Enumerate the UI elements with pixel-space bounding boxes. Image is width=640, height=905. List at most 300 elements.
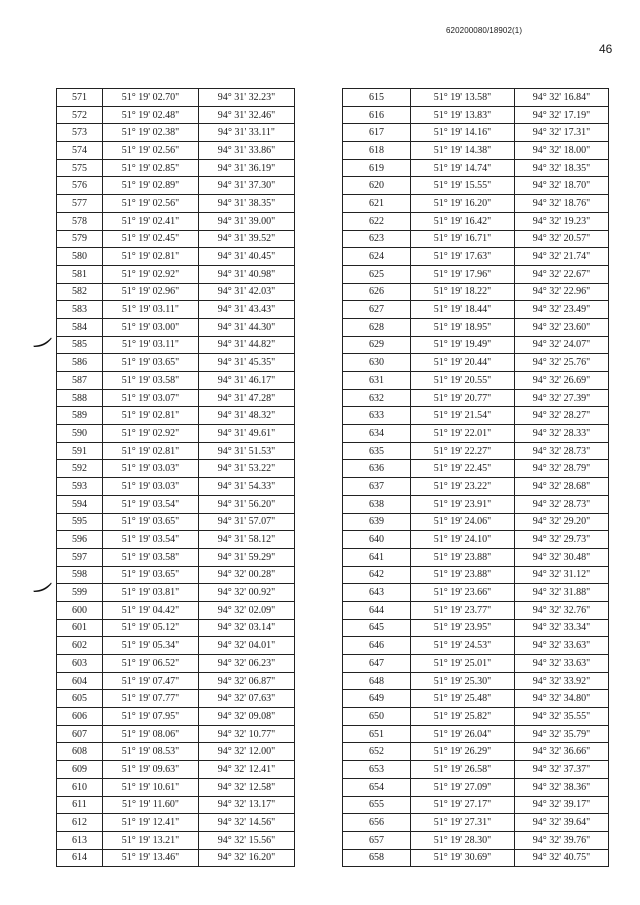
table-row bbox=[343, 318, 609, 336]
table-row bbox=[57, 743, 295, 761]
longitude-cell: 94° 32' 24.07" bbox=[515, 336, 609, 354]
table-row bbox=[57, 407, 295, 425]
longitude-cell: 94° 31' 36.19" bbox=[199, 159, 295, 177]
latitude-cell: 51° 19' 22.27" bbox=[411, 442, 515, 460]
latitude-cell: 51° 19' 03.00" bbox=[103, 318, 199, 336]
point-number-cell: 574 bbox=[57, 142, 103, 160]
page-number: 46 bbox=[599, 42, 613, 56]
latitude-cell: 51° 19' 25.82" bbox=[411, 708, 515, 726]
longitude-cell: 94° 32' 16.20" bbox=[199, 849, 295, 867]
longitude-cell: 94° 32' 15.56" bbox=[199, 831, 295, 849]
table-row bbox=[57, 142, 295, 160]
point-number-cell: 597 bbox=[57, 548, 103, 566]
point-number-cell: 649 bbox=[343, 690, 411, 708]
latitude-cell: 51° 19' 24.10" bbox=[411, 531, 515, 549]
point-number-cell: 593 bbox=[57, 478, 103, 496]
longitude-cell: 94° 31' 39.52" bbox=[199, 230, 295, 248]
point-number-cell: 594 bbox=[57, 495, 103, 513]
latitude-cell: 51° 19' 03.81" bbox=[103, 584, 199, 602]
table-row bbox=[343, 442, 609, 460]
latitude-cell: 51° 19' 20.55" bbox=[411, 372, 515, 390]
point-number-cell: 634 bbox=[343, 425, 411, 443]
table-row bbox=[343, 619, 609, 637]
table-row bbox=[57, 566, 295, 584]
point-number-cell: 592 bbox=[57, 460, 103, 478]
table-row bbox=[343, 372, 609, 390]
point-number-cell: 584 bbox=[57, 318, 103, 336]
longitude-cell: 94° 32' 00.92" bbox=[199, 584, 295, 602]
latitude-cell: 51° 19' 02.56" bbox=[103, 142, 199, 160]
latitude-cell: 51° 19' 07.77" bbox=[103, 690, 199, 708]
point-number-cell: 580 bbox=[57, 248, 103, 266]
longitude-cell: 94° 31' 43.43" bbox=[199, 301, 295, 319]
table-row bbox=[57, 195, 295, 213]
table-row bbox=[57, 796, 295, 814]
latitude-cell: 51° 19' 02.81" bbox=[103, 407, 199, 425]
table-row bbox=[343, 601, 609, 619]
point-number-cell: 625 bbox=[343, 265, 411, 283]
latitude-cell: 51° 19' 21.54" bbox=[411, 407, 515, 425]
longitude-cell: 94° 32' 28.27" bbox=[515, 407, 609, 425]
point-number-cell: 591 bbox=[57, 442, 103, 460]
point-number-cell: 654 bbox=[343, 778, 411, 796]
latitude-cell: 51° 19' 23.22" bbox=[411, 478, 515, 496]
point-number-cell: 577 bbox=[57, 195, 103, 213]
margin-mark: ‿ bbox=[25, 564, 53, 595]
latitude-cell: 51° 19' 04.42" bbox=[103, 601, 199, 619]
longitude-cell: 94° 32' 39.17" bbox=[515, 796, 609, 814]
table-row bbox=[343, 283, 609, 301]
latitude-cell: 51° 19' 24.53" bbox=[411, 637, 515, 655]
latitude-cell: 51° 19' 03.07" bbox=[103, 389, 199, 407]
table-row bbox=[343, 478, 609, 496]
point-number-cell: 620 bbox=[343, 177, 411, 195]
point-number-cell: 587 bbox=[57, 372, 103, 390]
point-number-cell: 609 bbox=[57, 761, 103, 779]
table-row bbox=[343, 584, 609, 602]
point-number-cell: 619 bbox=[343, 159, 411, 177]
table-row bbox=[343, 336, 609, 354]
longitude-cell: 94° 31' 57.07" bbox=[199, 513, 295, 531]
table-row bbox=[343, 566, 609, 584]
point-number-cell: 575 bbox=[57, 159, 103, 177]
point-number-cell: 615 bbox=[343, 89, 411, 107]
table-row bbox=[57, 212, 295, 230]
longitude-cell: 94° 31' 53.22" bbox=[199, 460, 295, 478]
point-number-cell: 601 bbox=[57, 619, 103, 637]
table-row bbox=[57, 389, 295, 407]
point-number-cell: 651 bbox=[343, 725, 411, 743]
table-row bbox=[57, 778, 295, 796]
longitude-cell: 94° 31' 38.35" bbox=[199, 195, 295, 213]
table-row bbox=[57, 177, 295, 195]
table-row bbox=[343, 89, 609, 107]
latitude-cell: 51° 19' 02.38" bbox=[103, 124, 199, 142]
longitude-cell: 94° 32' 02.09" bbox=[199, 601, 295, 619]
table-row bbox=[57, 655, 295, 673]
point-number-cell: 631 bbox=[343, 372, 411, 390]
longitude-cell: 94° 31' 32.46" bbox=[199, 106, 295, 124]
table-row bbox=[343, 743, 609, 761]
point-number-cell: 616 bbox=[343, 106, 411, 124]
longitude-cell: 94° 31' 39.00" bbox=[199, 212, 295, 230]
point-number-cell: 572 bbox=[57, 106, 103, 124]
latitude-cell: 51° 19' 17.63" bbox=[411, 248, 515, 266]
latitude-cell: 51° 19' 02.96" bbox=[103, 283, 199, 301]
point-number-cell: 624 bbox=[343, 248, 411, 266]
table-row bbox=[57, 89, 295, 107]
latitude-cell: 51° 19' 03.54" bbox=[103, 531, 199, 549]
table-row bbox=[343, 142, 609, 160]
longitude-cell: 94° 31' 32.23" bbox=[199, 89, 295, 107]
latitude-cell: 51° 19' 30.69" bbox=[411, 849, 515, 867]
point-number-cell: 656 bbox=[343, 814, 411, 832]
table-row bbox=[57, 601, 295, 619]
longitude-cell: 94° 31' 56.20" bbox=[199, 495, 295, 513]
longitude-cell: 94° 31' 58.12" bbox=[199, 531, 295, 549]
latitude-cell: 51° 19' 25.30" bbox=[411, 672, 515, 690]
point-number-cell: 636 bbox=[343, 460, 411, 478]
longitude-cell: 94° 31' 40.45" bbox=[199, 248, 295, 266]
table-row bbox=[57, 725, 295, 743]
longitude-cell: 94° 31' 49.61" bbox=[199, 425, 295, 443]
longitude-cell: 94° 32' 18.70" bbox=[515, 177, 609, 195]
table-row bbox=[57, 637, 295, 655]
table-row bbox=[57, 708, 295, 726]
table-row bbox=[343, 708, 609, 726]
latitude-cell: 51° 19' 22.01" bbox=[411, 425, 515, 443]
latitude-cell: 51° 19' 06.52" bbox=[103, 655, 199, 673]
latitude-cell: 51° 19' 23.91" bbox=[411, 495, 515, 513]
point-number-cell: 646 bbox=[343, 637, 411, 655]
latitude-cell: 51° 19' 19.49" bbox=[411, 336, 515, 354]
longitude-cell: 94° 32' 20.57" bbox=[515, 230, 609, 248]
latitude-cell: 51° 19' 14.74" bbox=[411, 159, 515, 177]
table-row bbox=[343, 495, 609, 513]
longitude-cell: 94° 32' 35.79" bbox=[515, 725, 609, 743]
longitude-cell: 94° 32' 35.55" bbox=[515, 708, 609, 726]
longitude-cell: 94° 32' 28.33" bbox=[515, 425, 609, 443]
longitude-cell: 94° 32' 17.31" bbox=[515, 124, 609, 142]
longitude-cell: 94° 32' 23.49" bbox=[515, 301, 609, 319]
latitude-cell: 51° 19' 16.42" bbox=[411, 212, 515, 230]
table-row bbox=[343, 212, 609, 230]
table-row bbox=[343, 637, 609, 655]
table-row bbox=[57, 849, 295, 867]
longitude-cell: 94° 32' 22.67" bbox=[515, 265, 609, 283]
latitude-cell: 51° 19' 25.48" bbox=[411, 690, 515, 708]
table-row bbox=[343, 761, 609, 779]
latitude-cell: 51° 19' 05.34" bbox=[103, 637, 199, 655]
latitude-cell: 51° 19' 08.53" bbox=[103, 743, 199, 761]
point-number-cell: 608 bbox=[57, 743, 103, 761]
latitude-cell: 51° 19' 02.85" bbox=[103, 159, 199, 177]
point-number-cell: 618 bbox=[343, 142, 411, 160]
longitude-cell: 94° 32' 23.60" bbox=[515, 318, 609, 336]
latitude-cell: 51° 19' 02.45" bbox=[103, 230, 199, 248]
table-row bbox=[343, 460, 609, 478]
point-number-cell: 603 bbox=[57, 655, 103, 673]
latitude-cell: 51° 19' 03.54" bbox=[103, 495, 199, 513]
point-number-cell: 655 bbox=[343, 796, 411, 814]
latitude-cell: 51° 19' 03.65" bbox=[103, 354, 199, 372]
table-row bbox=[343, 124, 609, 142]
latitude-cell: 51° 19' 27.09" bbox=[411, 778, 515, 796]
latitude-cell: 51° 19' 23.77" bbox=[411, 601, 515, 619]
longitude-cell: 94° 32' 33.63" bbox=[515, 655, 609, 673]
table-row bbox=[57, 478, 295, 496]
table-row bbox=[343, 230, 609, 248]
point-number-cell: 578 bbox=[57, 212, 103, 230]
point-number-cell: 626 bbox=[343, 283, 411, 301]
longitude-cell: 94° 32' 16.84" bbox=[515, 89, 609, 107]
table-row bbox=[57, 690, 295, 708]
latitude-cell: 51° 19' 05.12" bbox=[103, 619, 199, 637]
latitude-cell: 51° 19' 03.58" bbox=[103, 372, 199, 390]
point-number-cell: 590 bbox=[57, 425, 103, 443]
longitude-cell: 94° 32' 33.34" bbox=[515, 619, 609, 637]
longitude-cell: 94° 32' 26.69" bbox=[515, 372, 609, 390]
table-row bbox=[343, 248, 609, 266]
point-number-cell: 581 bbox=[57, 265, 103, 283]
latitude-cell: 51° 19' 26.04" bbox=[411, 725, 515, 743]
table-row bbox=[57, 301, 295, 319]
table-row bbox=[343, 177, 609, 195]
longitude-cell: 94° 32' 18.35" bbox=[515, 159, 609, 177]
longitude-cell: 94° 32' 29.73" bbox=[515, 531, 609, 549]
table-row bbox=[57, 513, 295, 531]
longitude-cell: 94° 32' 28.68" bbox=[515, 478, 609, 496]
point-number-cell: 583 bbox=[57, 301, 103, 319]
table-row bbox=[57, 814, 295, 832]
longitude-cell: 94° 32' 06.87" bbox=[199, 672, 295, 690]
point-number-cell: 604 bbox=[57, 672, 103, 690]
point-number-cell: 612 bbox=[57, 814, 103, 832]
longitude-cell: 94° 31' 37.30" bbox=[199, 177, 295, 195]
point-number-cell: 585 bbox=[57, 336, 103, 354]
longitude-cell: 94° 31' 44.30" bbox=[199, 318, 295, 336]
latitude-cell: 51° 19' 27.17" bbox=[411, 796, 515, 814]
point-number-cell: 627 bbox=[343, 301, 411, 319]
latitude-cell: 51° 19' 03.03" bbox=[103, 478, 199, 496]
point-number-cell: 650 bbox=[343, 708, 411, 726]
latitude-cell: 51° 19' 14.38" bbox=[411, 142, 515, 160]
longitude-cell: 94° 32' 28.73" bbox=[515, 442, 609, 460]
latitude-cell: 51° 19' 15.55" bbox=[411, 177, 515, 195]
latitude-cell: 51° 19' 13.46" bbox=[103, 849, 199, 867]
table-row bbox=[57, 442, 295, 460]
point-number-cell: 617 bbox=[343, 124, 411, 142]
table-row bbox=[343, 265, 609, 283]
longitude-cell: 94° 31' 45.35" bbox=[199, 354, 295, 372]
longitude-cell: 94° 31' 47.28" bbox=[199, 389, 295, 407]
latitude-cell: 51° 19' 02.70" bbox=[103, 89, 199, 107]
point-number-cell: 653 bbox=[343, 761, 411, 779]
table-row bbox=[57, 761, 295, 779]
point-number-cell: 632 bbox=[343, 389, 411, 407]
latitude-cell: 51° 19' 13.58" bbox=[411, 89, 515, 107]
table-row bbox=[57, 672, 295, 690]
point-number-cell: 613 bbox=[57, 831, 103, 849]
point-number-cell: 586 bbox=[57, 354, 103, 372]
margin-mark: ‿ bbox=[25, 319, 53, 350]
longitude-cell: 94° 31' 40.98" bbox=[199, 265, 295, 283]
latitude-cell: 51° 19' 24.06" bbox=[411, 513, 515, 531]
point-number-cell: 645 bbox=[343, 619, 411, 637]
table-row bbox=[343, 831, 609, 849]
latitude-cell: 51° 19' 10.61" bbox=[103, 778, 199, 796]
table-row bbox=[343, 672, 609, 690]
longitude-cell: 94° 32' 00.28" bbox=[199, 566, 295, 584]
coordinates-table-left bbox=[56, 88, 295, 867]
point-number-cell: 648 bbox=[343, 672, 411, 690]
point-number-cell: 611 bbox=[57, 796, 103, 814]
longitude-cell: 94° 32' 40.75" bbox=[515, 849, 609, 867]
latitude-cell: 51° 19' 22.45" bbox=[411, 460, 515, 478]
table-row bbox=[343, 425, 609, 443]
table-row bbox=[343, 531, 609, 549]
table-row bbox=[343, 690, 609, 708]
point-number-cell: 657 bbox=[343, 831, 411, 849]
longitude-cell: 94° 31' 54.33" bbox=[199, 478, 295, 496]
point-number-cell: 589 bbox=[57, 407, 103, 425]
latitude-cell: 51° 19' 20.77" bbox=[411, 389, 515, 407]
longitude-cell: 94° 32' 18.00" bbox=[515, 142, 609, 160]
latitude-cell: 51° 19' 11.60" bbox=[103, 796, 199, 814]
latitude-cell: 51° 19' 23.95" bbox=[411, 619, 515, 637]
point-number-cell: 573 bbox=[57, 124, 103, 142]
table-row bbox=[343, 106, 609, 124]
table-row bbox=[57, 495, 295, 513]
point-number-cell: 639 bbox=[343, 513, 411, 531]
point-number-cell: 641 bbox=[343, 548, 411, 566]
point-number-cell: 596 bbox=[57, 531, 103, 549]
longitude-cell: 94° 32' 21.74" bbox=[515, 248, 609, 266]
table-row bbox=[57, 124, 295, 142]
point-number-cell: 576 bbox=[57, 177, 103, 195]
longitude-cell: 94° 31' 42.03" bbox=[199, 283, 295, 301]
latitude-cell: 51° 19' 03.11" bbox=[103, 301, 199, 319]
latitude-cell: 51° 19' 03.11" bbox=[103, 336, 199, 354]
latitude-cell: 51° 19' 02.41" bbox=[103, 212, 199, 230]
latitude-cell: 51° 19' 18.95" bbox=[411, 318, 515, 336]
table-row bbox=[57, 425, 295, 443]
point-number-cell: 607 bbox=[57, 725, 103, 743]
longitude-cell: 94° 32' 07.63" bbox=[199, 690, 295, 708]
latitude-cell: 51° 19' 03.65" bbox=[103, 513, 199, 531]
latitude-cell: 51° 19' 02.89" bbox=[103, 177, 199, 195]
table-row bbox=[343, 849, 609, 867]
longitude-cell: 94° 32' 37.37" bbox=[515, 761, 609, 779]
table-row bbox=[343, 354, 609, 372]
point-number-cell: 637 bbox=[343, 478, 411, 496]
longitude-cell: 94° 32' 12.00" bbox=[199, 743, 295, 761]
table-row bbox=[343, 548, 609, 566]
longitude-cell: 94° 31' 46.17" bbox=[199, 372, 295, 390]
point-number-cell: 658 bbox=[343, 849, 411, 867]
table-row bbox=[57, 548, 295, 566]
longitude-cell: 94° 32' 22.96" bbox=[515, 283, 609, 301]
point-number-cell: 606 bbox=[57, 708, 103, 726]
table-row bbox=[57, 159, 295, 177]
latitude-cell: 51° 19' 26.58" bbox=[411, 761, 515, 779]
table-row bbox=[343, 725, 609, 743]
point-number-cell: 588 bbox=[57, 389, 103, 407]
point-number-cell: 605 bbox=[57, 690, 103, 708]
table-row bbox=[57, 831, 295, 849]
table-row bbox=[343, 655, 609, 673]
point-number-cell: 647 bbox=[343, 655, 411, 673]
longitude-cell: 94° 31' 33.86" bbox=[199, 142, 295, 160]
table-row bbox=[343, 778, 609, 796]
longitude-cell: 94° 32' 03.14" bbox=[199, 619, 295, 637]
latitude-cell: 51° 19' 17.96" bbox=[411, 265, 515, 283]
point-number-cell: 643 bbox=[343, 584, 411, 602]
longitude-cell: 94° 32' 32.76" bbox=[515, 601, 609, 619]
point-number-cell: 598 bbox=[57, 566, 103, 584]
longitude-cell: 94° 32' 27.39" bbox=[515, 389, 609, 407]
longitude-cell: 94° 32' 39.64" bbox=[515, 814, 609, 832]
table-row bbox=[343, 195, 609, 213]
longitude-cell: 94° 32' 33.63" bbox=[515, 637, 609, 655]
point-number-cell: 638 bbox=[343, 495, 411, 513]
longitude-cell: 94° 32' 28.73" bbox=[515, 495, 609, 513]
latitude-cell: 51° 19' 02.81" bbox=[103, 248, 199, 266]
longitude-cell: 94° 32' 14.56" bbox=[199, 814, 295, 832]
longitude-cell: 94° 32' 38.36" bbox=[515, 778, 609, 796]
longitude-cell: 94° 32' 12.41" bbox=[199, 761, 295, 779]
longitude-cell: 94° 32' 30.48" bbox=[515, 548, 609, 566]
table-row bbox=[343, 389, 609, 407]
point-number-cell: 614 bbox=[57, 849, 103, 867]
longitude-cell: 94° 32' 09.08" bbox=[199, 708, 295, 726]
table-row bbox=[57, 265, 295, 283]
latitude-cell: 51° 19' 13.21" bbox=[103, 831, 199, 849]
table-row bbox=[57, 283, 295, 301]
longitude-cell: 94° 32' 29.20" bbox=[515, 513, 609, 531]
longitude-cell: 94° 32' 10.77" bbox=[199, 725, 295, 743]
latitude-cell: 51° 19' 02.92" bbox=[103, 265, 199, 283]
point-number-cell: 571 bbox=[57, 89, 103, 107]
table-row bbox=[57, 531, 295, 549]
table-row bbox=[57, 354, 295, 372]
latitude-cell: 51° 19' 14.16" bbox=[411, 124, 515, 142]
longitude-cell: 94° 32' 13.17" bbox=[199, 796, 295, 814]
table-row bbox=[57, 230, 295, 248]
longitude-cell: 94° 32' 19.23" bbox=[515, 212, 609, 230]
latitude-cell: 51° 19' 23.66" bbox=[411, 584, 515, 602]
table-row bbox=[343, 159, 609, 177]
point-number-cell: 602 bbox=[57, 637, 103, 655]
longitude-cell: 94° 32' 36.66" bbox=[515, 743, 609, 761]
longitude-cell: 94° 31' 59.29" bbox=[199, 548, 295, 566]
point-number-cell: 640 bbox=[343, 531, 411, 549]
table-row bbox=[343, 796, 609, 814]
longitude-cell: 94° 31' 48.32" bbox=[199, 407, 295, 425]
latitude-cell: 51° 19' 23.88" bbox=[411, 548, 515, 566]
latitude-cell: 51° 19' 07.95" bbox=[103, 708, 199, 726]
coordinates-table-right bbox=[342, 88, 609, 867]
longitude-cell: 94° 31' 51.53" bbox=[199, 442, 295, 460]
table-row bbox=[343, 513, 609, 531]
longitude-cell: 94° 32' 18.76" bbox=[515, 195, 609, 213]
point-number-cell: 623 bbox=[343, 230, 411, 248]
point-number-cell: 644 bbox=[343, 601, 411, 619]
latitude-cell: 51° 19' 16.20" bbox=[411, 195, 515, 213]
longitude-cell: 94° 32' 33.92" bbox=[515, 672, 609, 690]
latitude-cell: 51° 19' 08.06" bbox=[103, 725, 199, 743]
latitude-cell: 51° 19' 02.56" bbox=[103, 195, 199, 213]
